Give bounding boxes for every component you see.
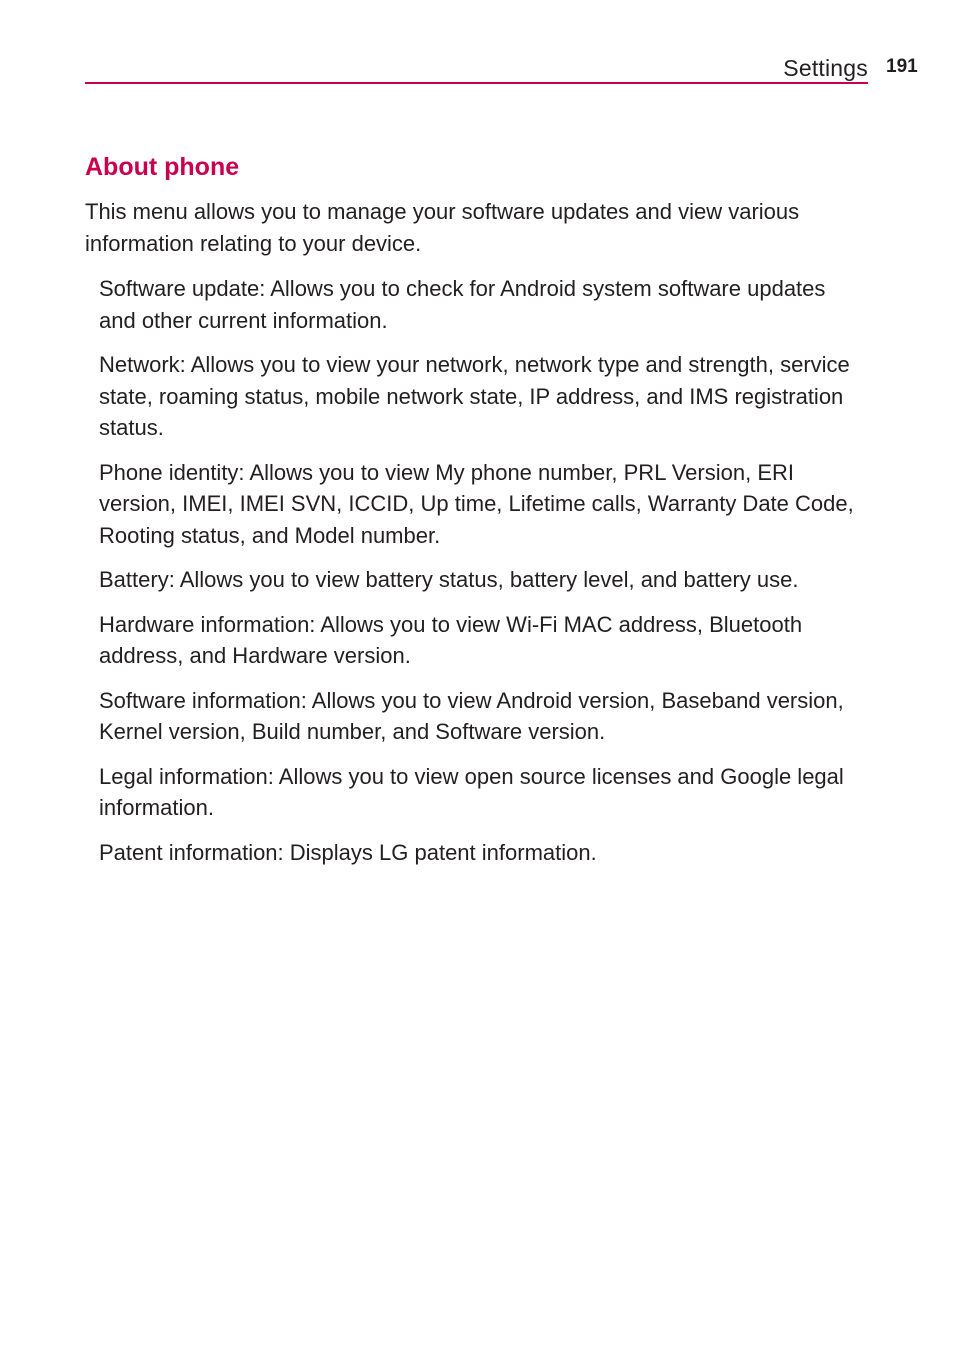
section-title: About phone — [85, 153, 240, 181]
item-term: Phone identity: — [99, 459, 245, 485]
item-legal-information — [99, 761, 867, 824]
page-number: 191 — [886, 56, 918, 77]
item-term: Hardware information: — [99, 611, 316, 637]
item-description: Allows you to check for Android system software updates and other current information. — [99, 276, 826, 333]
item-description: Displays LG patent information. — [283, 839, 597, 865]
item-battery — [99, 564, 867, 596]
item-term: Patent information: — [99, 839, 284, 865]
item-description: Allows you to view Wi-Fi MAC address, Bluetooth address, and Hardware version. — [99, 611, 803, 668]
item-term: Network: — [99, 352, 186, 377]
settings-item-list — [99, 273, 867, 881]
item-term: Battery: — [99, 567, 175, 592]
item-hardware-information — [99, 609, 867, 672]
item-software-update — [99, 273, 867, 336]
item-patent-information — [99, 837, 867, 869]
item-phone-identity — [99, 457, 867, 552]
item-network — [99, 349, 867, 444]
intro-paragraph: This menu allows you to manage your software updates and view various information relating to your device. — [85, 199, 800, 256]
item-software-information — [99, 685, 867, 748]
item-description: Allows you to view Android version, Baseband version, Kernel version, Build number, and Software version. — [99, 687, 844, 744]
item-description: Allows you to view battery status, battery level, and battery use. — [174, 567, 799, 592]
header-section-title: Settings — [783, 55, 868, 81]
item-description: Allows you to view open source licenses and Google legal information. — [99, 763, 844, 820]
item-term: Legal information: — [99, 763, 274, 789]
item-description: Allows you to view your network, network type and strength, service state, roaming status, mobile network state, IP address, and IMS registration status. — [99, 352, 850, 440]
item-term: Software information: — [99, 687, 307, 713]
page-header — [85, 50, 868, 84]
item-term: Software update: — [99, 276, 266, 301]
item-description: Allows you to view My phone number, PRL Version, ERI version, IMEI, IMEI SVN, ICCID, Up time, Lifetime calls, Warranty Date Code, Rooting status, and Model number. — [99, 459, 854, 548]
